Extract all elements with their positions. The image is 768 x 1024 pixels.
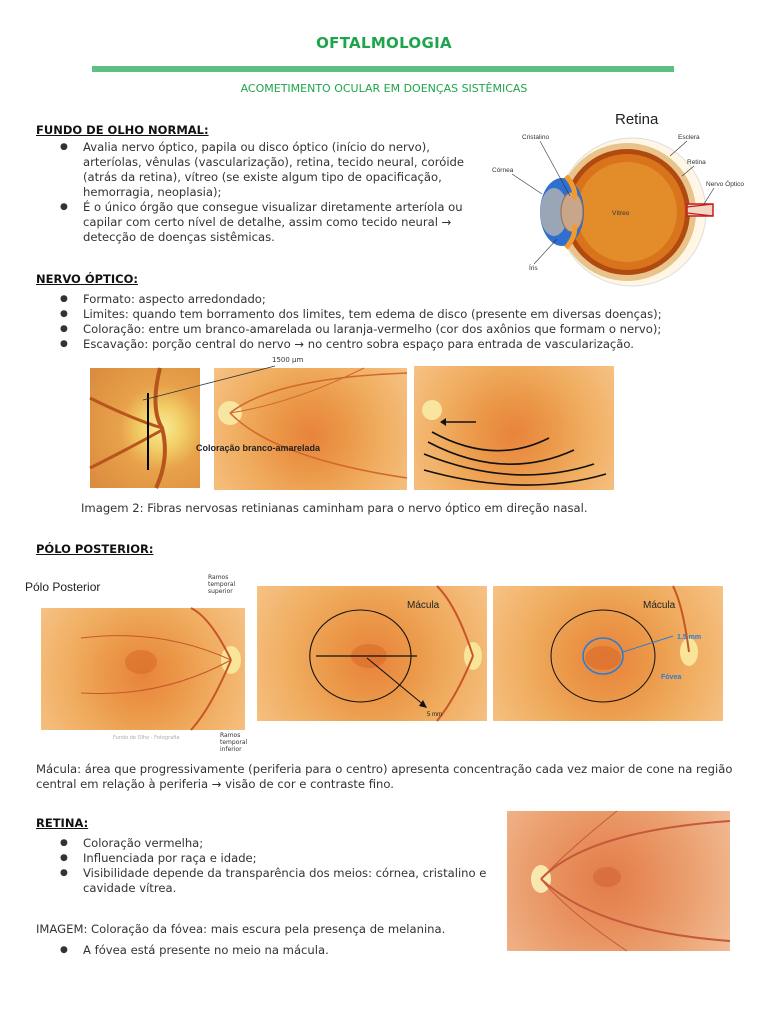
macula-5mm-image <box>257 586 487 721</box>
list-item: ● Limites: quando tem borramento dos limites, tem edema de disco (presente em diversas doenças); <box>59 307 739 322</box>
measure-1500-label: 1500 µm <box>272 356 304 364</box>
retina-fundus-svg <box>507 811 730 951</box>
list-item: ● Visibilidade depende da transparência dos meios: córnea, cristalino e cavidade vítrea. <box>59 866 499 896</box>
macula-label-2: Mácula <box>643 600 676 611</box>
macula-5mm-svg <box>257 586 487 721</box>
retina-list <box>59 836 499 896</box>
label-retina: Retina <box>687 159 706 166</box>
ramos-sup-label: Ramos temporal superior <box>208 574 236 595</box>
coloracao-label: Coloração branco-amarelada <box>196 443 321 453</box>
label-vitreo: Vítreo <box>612 210 630 217</box>
list-item: ● Influenciada por raça e idade; <box>59 851 499 866</box>
retina-fundus-image <box>507 811 730 951</box>
list-item: ● Formato: aspecto arredondado; <box>59 292 739 307</box>
nervo-caption: Imagem 2: Fibras nervosas retinianas caminham para o nervo óptico em direção nasal. <box>81 501 588 515</box>
label-cornea: Córnea <box>492 167 514 174</box>
fundo-list <box>59 140 479 245</box>
macula-fovea-svg <box>493 586 723 721</box>
nervo-list <box>59 292 739 352</box>
list-item: ● Coloração vermelha; <box>59 836 499 851</box>
polo-credit: Fundo de Olho - Fotografia <box>113 735 180 741</box>
list-item: ● Avalia nervo óptico, papila ou disco óptico (início do nervo), arteríolas, vênulas (vascularização), retina, tecido neural, coróide (atrás da retina), vítreo (se existe algum tipo de opacificação, hemorragia, neoplasia); <box>59 140 479 200</box>
polo-heading: PÓLO POSTERIOR: <box>36 542 154 556</box>
fundo-heading: FUNDO DE OLHO NORMAL: <box>36 123 209 137</box>
eye-diagram-title: Retina <box>615 111 659 128</box>
fovea-label: Fóvea <box>661 674 682 681</box>
page-subtitle: ACOMETIMENTO OCULAR EM DOENÇAS SISTÊMICAS <box>240 82 528 95</box>
measure-15mm: 1.5 mm <box>677 634 702 641</box>
label-esclera: Esclera <box>678 134 700 141</box>
list-item: ● Escavação: porção central do nervo → no centro sobra espaço para entrada de vascularização. <box>59 337 739 352</box>
fovea-list <box>59 943 499 958</box>
macula-fovea-image <box>493 586 723 721</box>
polo-fundus-svg <box>41 608 245 730</box>
list-item: ● A fóvea está presente no meio na mácula. <box>59 943 499 958</box>
macula-text: Mácula: área que progressivamente (periferia para o centro) apresenta concentração cada vez maior de cone na região central em relação à periferia → visão de cor e contraste fino. <box>36 762 733 791</box>
measure-5mm: 5 mm <box>427 712 442 718</box>
list-item: ● É o único órgão que consegue visualizar diretamente arteríola ou capilar com certo nível de detalhe, assim como tecido neural → detecção de doenças sistêmicas. <box>59 200 479 245</box>
measure-pointer-line <box>140 362 280 402</box>
ramos-inf-label: Ramos temporal inferior <box>220 732 248 753</box>
label-iris: Íris <box>529 265 538 272</box>
nervo-heading: NERVO ÓPTICO: <box>36 272 138 286</box>
polo-posterior-title: Pólo Posterior <box>25 580 101 594</box>
label-nervo: Nervo Óptico <box>706 181 744 188</box>
label-cristalino: Cristalino <box>522 134 550 141</box>
page-title: OFTALMOLOGIA <box>316 34 452 52</box>
imagem-fovea-text: IMAGEM: Coloração da fóvea: mais escura pela presença de melanina. <box>36 922 446 936</box>
title-divider <box>92 66 674 72</box>
fundus-fibers-image <box>414 366 614 490</box>
fundus-fibers-svg <box>414 366 614 490</box>
eye-diagram <box>482 104 744 280</box>
macula-label-1: Mácula <box>407 600 440 611</box>
polo-posterior-image <box>23 572 248 753</box>
list-item: ● Coloração: entre um branco-amarelada ou laranja-vermelho (cor dos axônios que formam o nervo); <box>59 322 739 337</box>
eye-diagram-svg <box>482 104 744 280</box>
polo-fundus <box>41 608 245 730</box>
retina-heading: RETINA: <box>36 816 89 830</box>
